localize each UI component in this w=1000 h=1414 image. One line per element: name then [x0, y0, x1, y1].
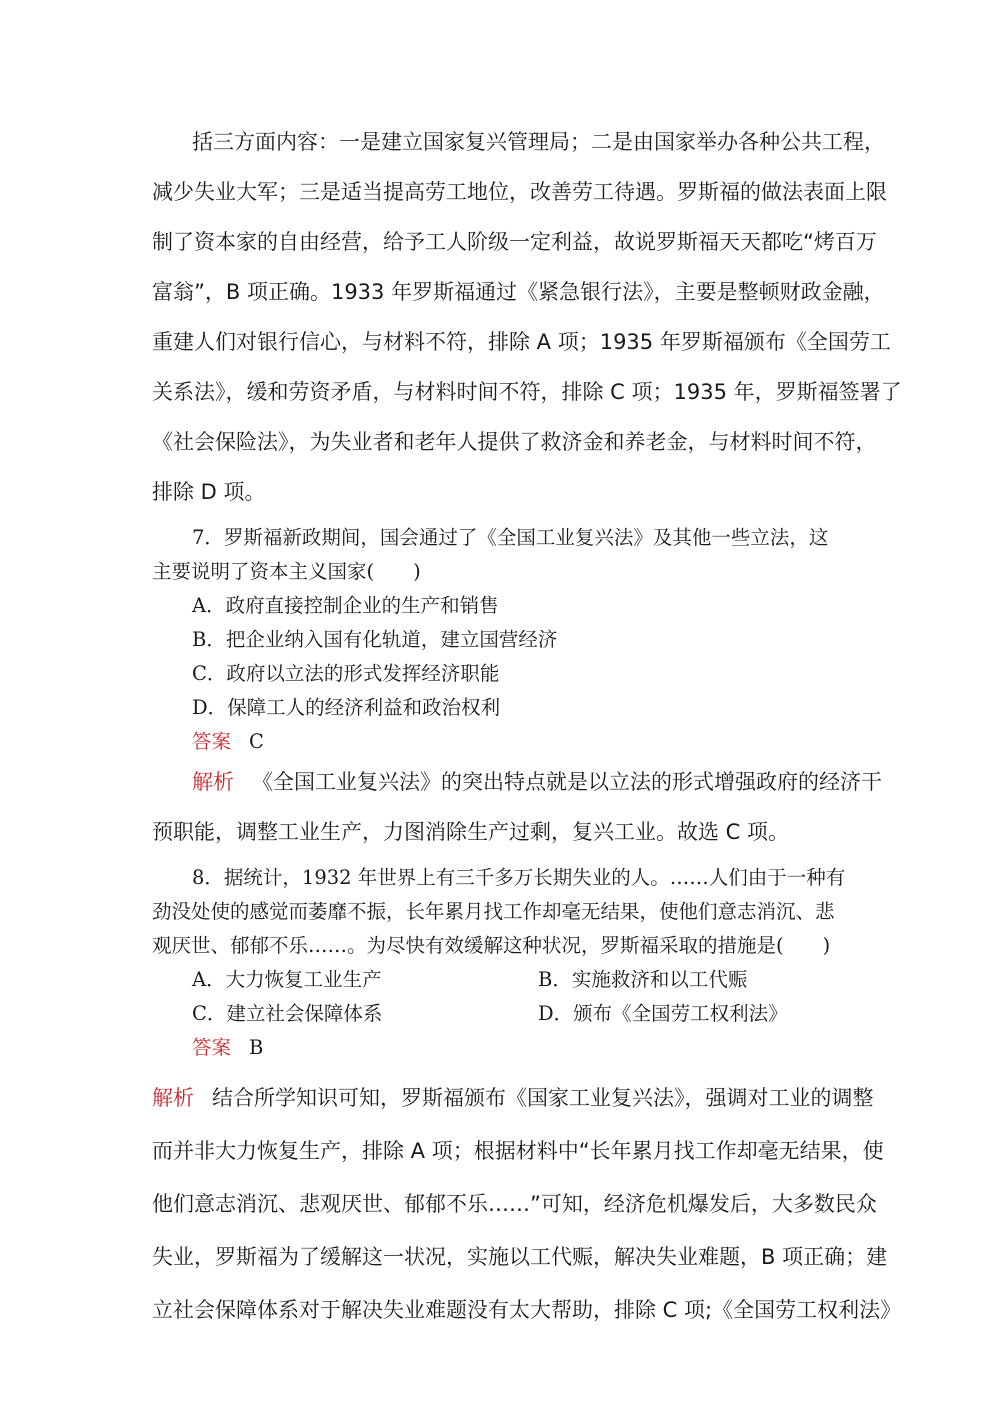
- q7-answer-row: [192, 726, 264, 754]
- q8-analysis-line-4: 失业，罗斯福为了缓解这一状况，实施以工代赈，解决失业难题，B 项正确；建: [152, 1245, 888, 1269]
- q8-answer-row: [192, 1032, 263, 1060]
- q8-option-a: A．大力恢复工业生产: [192, 968, 382, 991]
- q7-stem-line-1: 7．罗斯福新政期间，国会通过了《全国工业复兴法》及其他一些立法，这: [192, 526, 829, 549]
- q7-option-b: B．把企业纳入国有化轨道，建立国营经济: [192, 628, 558, 651]
- q8-stem-line-2: 劲没处使的感觉而萎靡不振，长年累月找工作却毫无结果，使他们意志消沉、悲: [152, 900, 835, 923]
- analysis6-line-6: 关系法》，缓和劳资矛盾，与材料时间不符，排除 C 项；1935 年，罗斯福签署了: [152, 380, 902, 404]
- q8-analysis-line-5: 立社会保障体系对于解决失业难题没有太大帮助，排除 C 项;《全国劳工权利法》: [152, 1298, 902, 1322]
- analysis6-line-2: 减少失业大军；三是适当提高劳工地位，改善劳工待遇。罗斯福的做法表面上限: [152, 180, 887, 204]
- q7-analysis-text-1: 《全国工业复兴法》的突出特点就是以立法的形式增强政府的经济干: [252, 770, 882, 794]
- analysis6-line-5: 重建人们对银行信心，与材料不符，排除 A 项；1935 年罗斯福颁布《全国劳工: [152, 330, 891, 354]
- q8-stem-line-3: 观厌世、郁郁不乐……。为尽快有效缓解这种状况，罗斯福采取的措施是( ): [152, 934, 831, 957]
- q7-analysis-line-1: [192, 766, 882, 796]
- q8-option-d: D．颁布《全国劳工权利法》: [538, 1002, 788, 1025]
- q7-answer-value: C: [249, 730, 264, 753]
- q8-answer-value: B: [249, 1036, 264, 1059]
- q8-analysis-line-3: 他们意志消沉、悲观厌世、郁郁不乐……”可知，经济危机爆发后，大多数民众: [152, 1192, 877, 1216]
- analysis6-line-8: 排除 D 项。: [152, 480, 266, 504]
- q7-answer-label: 答案: [192, 730, 232, 753]
- analysis6-line-4: 富翁”，B 项正确。1933 年罗斯福通过《紧急银行法》，主要是整顿财政金融，: [152, 280, 885, 304]
- q8-stem-line-1: 8．据统计，1932 年世界上有三千多万长期失业的人。……人们由于一种有: [192, 866, 846, 889]
- analysis6-line-1: 括三方面内容：一是建立国家复兴管理局；二是由国家举办各种公共工程，: [192, 130, 885, 154]
- q7-option-c: C．政府以立法的形式发挥经济职能: [192, 662, 500, 685]
- analysis6-line-3: 制了资本家的自由经营，给予工人阶级一定利益，故说罗斯福天天都吃“烤百万: [152, 230, 877, 254]
- q7-option-d: D．保障工人的经济利益和政治权利: [192, 696, 501, 719]
- q8-option-c: C．建立社会保障体系: [192, 1002, 383, 1025]
- analysis6-line-7: 《社会保险法》，为失业者和老年人提供了救济金和养老金，与材料时间不符，: [152, 430, 877, 454]
- q8-analysis-line-2: 而并非大力恢复生产，排除 A 项；根据材料中“长年累月找工作却毫无结果，使: [152, 1139, 884, 1163]
- q7-stem-line-2: 主要说明了资本主义国家( ): [152, 560, 421, 583]
- q8-option-b: B．实施救济和以工代赈: [538, 968, 748, 991]
- q8-analysis-line-1: [152, 1082, 874, 1112]
- q8-analysis-label: 解析: [152, 1086, 194, 1110]
- q8-analysis-text-1: 结合所学知识可知，罗斯福颁布《国家工业复兴法》，强调对工业的调整: [212, 1086, 874, 1110]
- q8-answer-label: 答案: [192, 1036, 232, 1059]
- q7-analysis-line-2: 预职能，调整工业生产，力图消除生产过剩，复兴工业。故选 C 项。: [152, 820, 790, 844]
- q7-option-a: A．政府直接控制企业的生产和销售: [192, 594, 499, 617]
- q7-analysis-label: 解析: [192, 770, 234, 794]
